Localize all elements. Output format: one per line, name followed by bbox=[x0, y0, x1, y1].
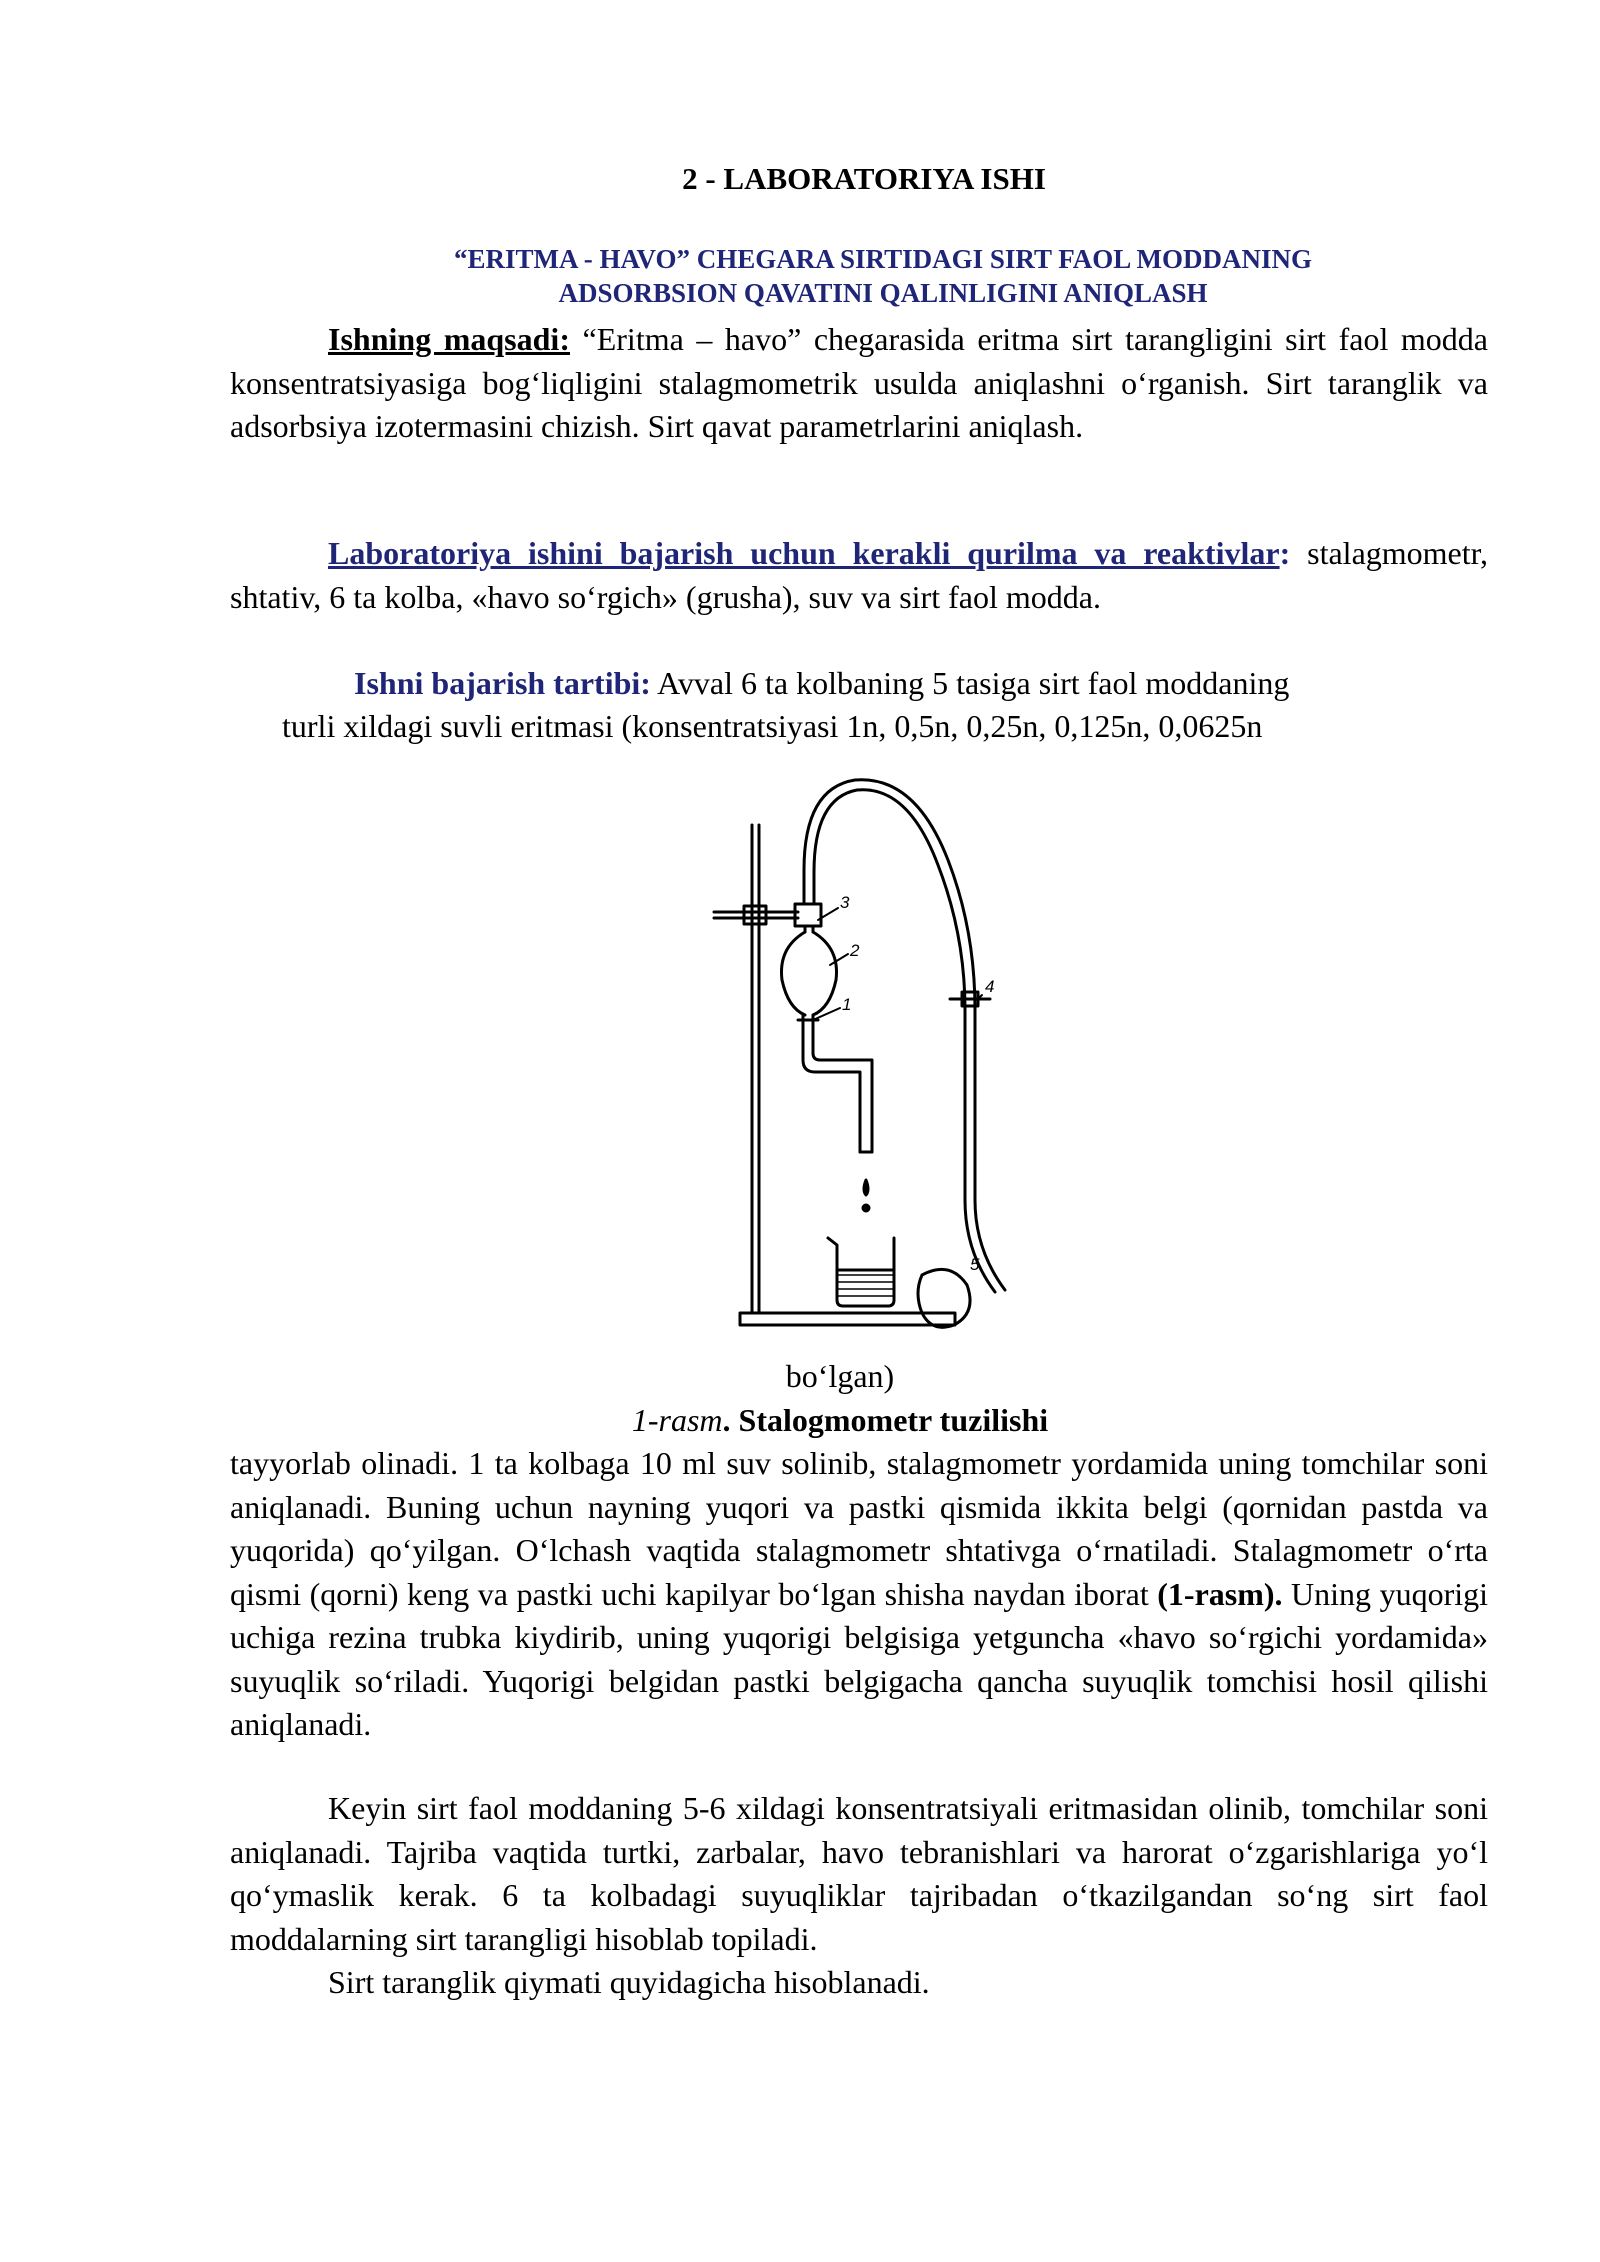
figure-label-4: 4 bbox=[985, 977, 995, 996]
subtitle-line-1: “ERITMA - HAVO” CHEGARA SIRTIDAGI SIRT FAOL MODDANING bbox=[454, 244, 1312, 274]
body-paragraph-2 bbox=[230, 1787, 1488, 1961]
equipment-text: stalagmometr, shtativ, 6 ta kolba, «havo so‘rgich» (grusha), suv va sirt faol modda. bbox=[230, 535, 1489, 615]
figure-label-1: 1 bbox=[842, 995, 852, 1014]
pipette-bulb bbox=[918, 1269, 970, 1327]
procedure-line-1-text: Avval 6 ta kolbaning 5 tasiga sirt faol moddaning bbox=[650, 665, 1290, 701]
subtitle-line-2: ADSORBSION QAVATINI QALINLIGINI ANIQLASH bbox=[558, 278, 1208, 308]
stalagmometer-figure bbox=[700, 770, 995, 1345]
figure-caption bbox=[0, 1399, 1600, 1442]
goal-text: “Eritma – havo” chegarasida eritma sirt tarangligini sirt faol modda konsentratsiyasiga bog‘liqligini stalagmometrik usulda aniqlashni o‘rganish. Sirt taranglik va adsorbsiya izotermasini chizish. Sirt qavat parametrlarini aniqlash. bbox=[230, 321, 1489, 444]
body-p1-a: tayyorlab olinadi. 1 ta kolbaga 10 ml suv solinib, stalagmometr yordamida uning tomchilar soni aniqlanadi. Buning uchun nayning yuqori va pastki qismida ikkita belgi (qornidan pastda va yuqorida) qo‘yilgan. O‘lchash vaqtida stalagmometr shtativga o‘rnatiladi. Stalagmometr o‘rta qismi (qorni) keng va pastki uchi kapilyar bo‘lgan shisha naydan iborat bbox=[230, 1445, 1488, 1612]
clamp-holder bbox=[795, 904, 821, 926]
stalagmometer-bulb bbox=[781, 932, 836, 1015]
procedure-line-2: turli xildagi suvli eritmasi (konsentratsiyasi 1n, 0,5n, 0,25n, 0,125n, 0,0625n bbox=[282, 708, 1263, 744]
page-title: 2 - LABORATORIYA ISHI bbox=[682, 161, 1046, 196]
rubber-tube bbox=[804, 780, 1005, 1290]
goal-label: Ishning maqsadi: bbox=[328, 321, 570, 357]
equipment-colon: : bbox=[1279, 535, 1291, 571]
figure-reference: (1-rasm). bbox=[1157, 1575, 1283, 1612]
figure-label-2: 2 bbox=[850, 941, 860, 960]
figure-label-3: 3 bbox=[840, 893, 850, 912]
goal-paragraph bbox=[230, 318, 1488, 449]
figure-caption-number: 1-rasm bbox=[631, 1402, 723, 1438]
body-p1-b: Uning yuqorigi uchiga rezina trubka kiydirib, uning yuqorigi belgisiga yetguncha «havo so‘rgichi yordamida» suyuqlik so‘riladi. Yuqorigi belgidan pastki belgigacha qancha suyuqlik tomchisi hosil qilishi aniqlanadi. bbox=[230, 1575, 1489, 1742]
equipment-label: Laboratoriya ishini bajarish uchun kerakli qurilma va reaktivlar bbox=[328, 535, 1280, 571]
procedure-label: Ishni bajarish tartibi: bbox=[354, 665, 651, 701]
equipment-paragraph bbox=[230, 532, 1488, 619]
body-paragraph-3 bbox=[230, 1961, 1488, 2005]
procedure-line-3: bo‘lgan) bbox=[785, 1358, 895, 1394]
figure-label-5: 5 bbox=[970, 1255, 980, 1274]
procedure-line-1 bbox=[354, 662, 1474, 706]
body-p3: Sirt taranglik qiymati quyidagicha hisoblanadi. bbox=[328, 1964, 930, 2000]
body-p2: Keyin sirt faol moddaning 5-6 xildagi konsentratsiyali eritmasidan olinib, tomchilar soni aniqlanadi. Tajriba vaqtida turtki, zarbalar, havo tebranishlari va harorat o‘zgarishlariga yo‘l qo‘ymaslik kerak. 6 ta kolbadagi suyuqliklar tajribadan o‘tkazilgandan so‘ng sirt faol moddalarning sirt tarangligi hisoblab topiladi. bbox=[230, 1790, 1488, 1957]
body-paragraph-1 bbox=[230, 1442, 1488, 1747]
drop bbox=[864, 1180, 868, 1195]
figure-caption-text: . Stalogmometr tuzilishi bbox=[722, 1402, 1049, 1438]
